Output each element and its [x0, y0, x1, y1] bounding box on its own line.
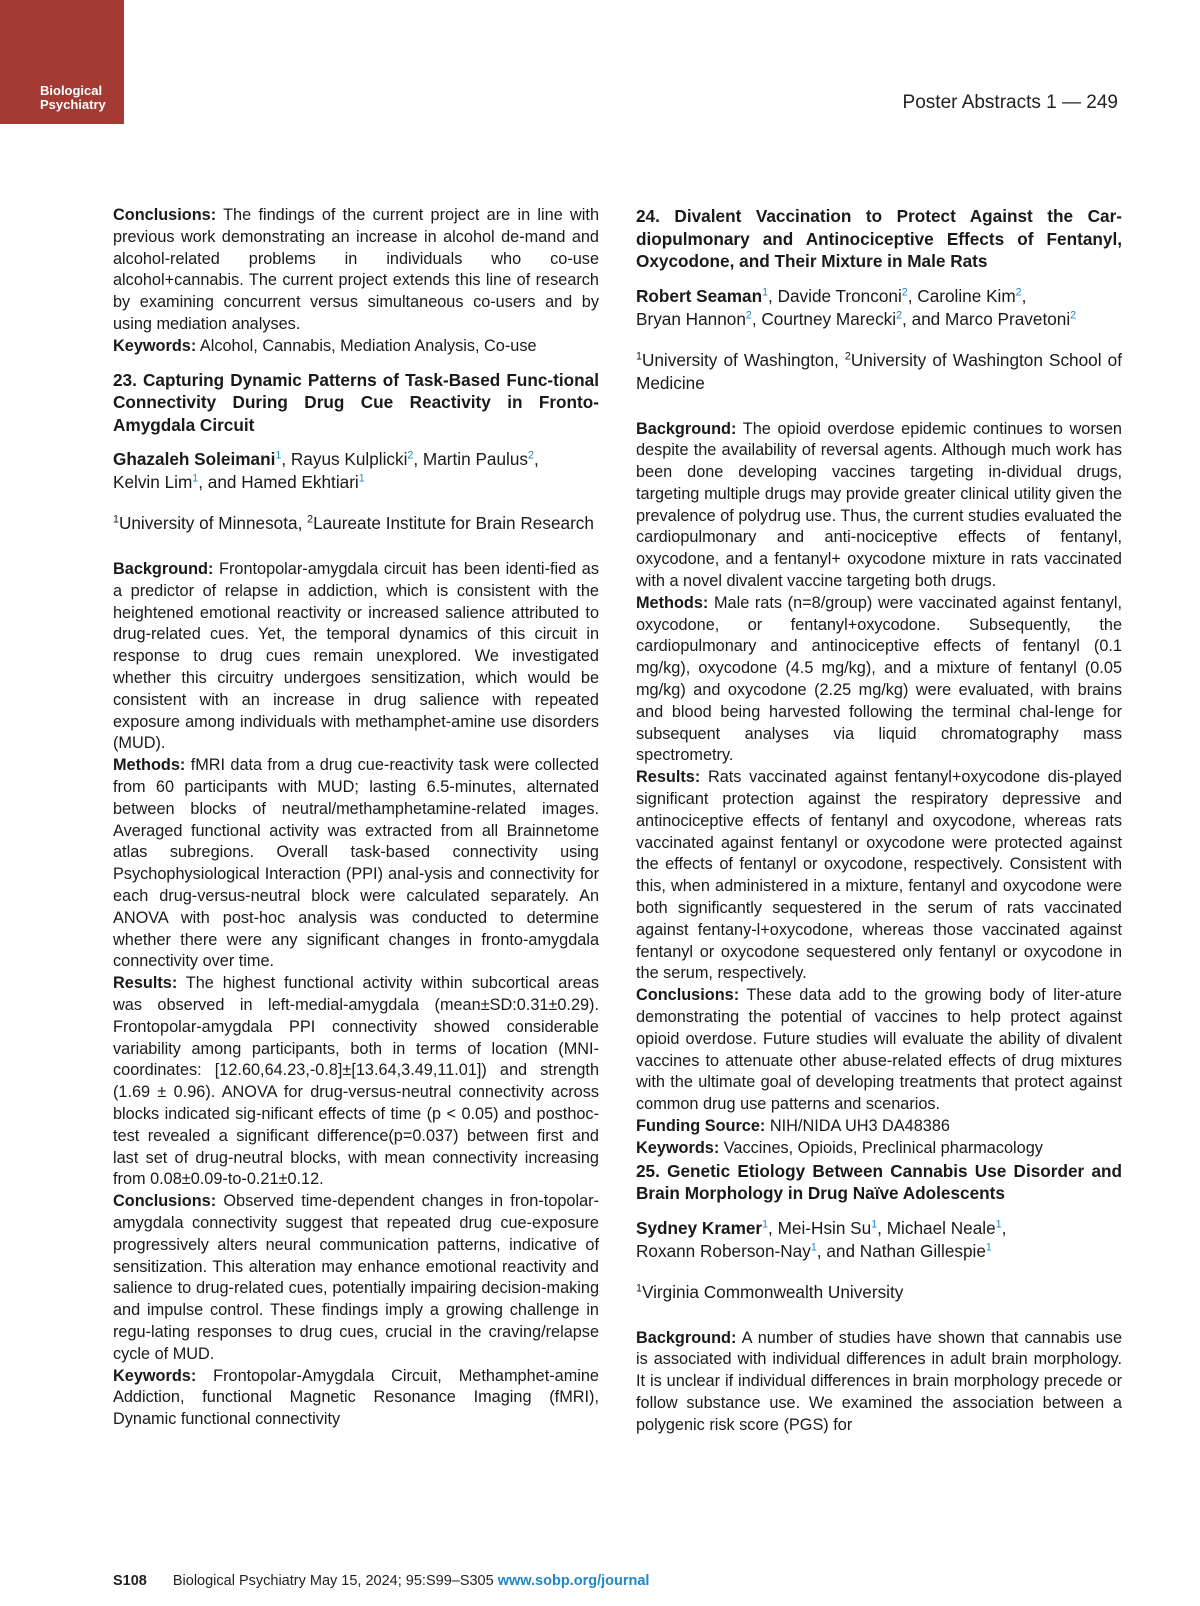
section-text: Rats vaccinated against fentanyl+oxycodone dis-played significant protection against the respiratory depressive and antinociceptive effects of fentanyl and oxycodone, whereas rats vaccinated against fentanyl or oxycodone were protected against the effects of fentanyl or oxycodone, respectively. Consistent with this, when administered in a mixture, fentanyl and oxycodone were both significantly sequestered in the serum of rats vaccinated against fentany-l+oxycodone, whereas those vaccinated against fentanyl or oxycodone sequestered only fentanyl or oxycodone in the serum, respectively. [636, 768, 1122, 983]
author-name: Kelvin Lim [113, 472, 193, 493]
author-affiliation-ref[interactable]: 2 [1070, 308, 1077, 321]
section-text: Alcohol, Cannabis, Mediation Analysis, Co-use [199, 336, 537, 355]
abstract-title: 25. Genetic Etiology Between Cannabis Use Disorder and Brain Morphology in Drug Naïve Adolescents [636, 1160, 1122, 1204]
abstract-title: 24. Divalent Vaccination to Protect Against the Car-diopulmonary and Antinociceptive Effects of Fentanyl, Oxycodone, and Their Mixture in Male Rats [636, 206, 1122, 271]
author-affiliation-ref[interactable]: 1 [358, 472, 365, 485]
author-list [636, 285, 1122, 331]
section-text: A number of studies have shown that cannabis use is associated with individual differences in adult brain morphology. It is unclear if individual differences in brain morphology precede or follow substance use. We examined the association between a polygenic risk score (PGS) for [636, 1328, 1122, 1434]
abstract-24 [636, 205, 1122, 1160]
section-text: Male rats (n=8/group) were vaccinated against fentanyl, oxycodone, or fentanyl+oxycodone. Subsequently, the cardiopulmonary and antinociceptive effects of fentanyl (0.1 mg/kg), oxycodone (4.5 mg/kg), and a mixture of fentanyl (0.05 mg/kg) and oxycodone (2.25 mg/kg) were evaluated, with brains and blood being harvested following the terminal chal-lenge for subsequent analyses via liquid chromatography mass spectrometry. [636, 593, 1123, 765]
page-footer [113, 1573, 649, 1589]
journal-logo [0, 0, 124, 124]
left-column [113, 205, 599, 1431]
methods-section [636, 593, 1122, 767]
affiliation-number: 1 [636, 349, 642, 362]
author-list [636, 1217, 1122, 1263]
author-name: Courtney Marecki [761, 308, 897, 329]
author-separator: , [907, 285, 918, 306]
author-separator: , and [198, 472, 242, 493]
prev-keywords [113, 336, 599, 358]
abstract-25 [636, 1160, 1122, 1437]
section-label: Background: [636, 419, 737, 438]
author-separator: , [1001, 1217, 1007, 1238]
author-separator: , [1021, 285, 1027, 306]
author-affiliation-ref[interactable]: 2 [1015, 285, 1022, 298]
keywords-section [636, 1138, 1122, 1160]
author-name: Sydney Kramer [636, 1217, 763, 1238]
author-name: Michael Neale [886, 1217, 996, 1238]
affiliation-name: University of Washington School of Medicine [636, 349, 1122, 393]
author-name: Nathan Gillespie [859, 1240, 986, 1261]
section-text: fMRI data from a drug cue-reactivity task were collected from 60 participants with MUD; lasting 6.5-minutes, alternated between blocks of neutral/methamphetamine-related images. Averaged functional activity was extracted from all Brainnetome atlas subregions. Overall task-based connectivity using Psychophysiological Interaction (PPI) anal-ysis and connectivity for each drug-versus-neutral block were calculated separately. An ANOVA with post-hoc analysis was conducted to determine whether there were any significant changes in fronto-amygdala connectivity over time. [113, 756, 599, 971]
section-text: These data add to the growing body of liter-ature demonstrating the potential of vaccines to help protect against opioid overdose. Future studies will evaluate the ability of divalent vaccines to attenuate other abuse-related effects of drug mixtures with the ultimate goal of developing treatments that protect against common drug use patterns and scenarios. [636, 986, 1122, 1114]
section-text: Vaccines, Opioids, Preclinical pharmacology [723, 1138, 1043, 1157]
section-label: Conclusions: [636, 986, 740, 1005]
section-label: Methods: [636, 593, 709, 612]
background-section [113, 559, 599, 755]
affiliation-name: University of Washington, [641, 349, 845, 370]
affiliation-number: 2 [307, 513, 314, 526]
author-separator: , [281, 449, 291, 470]
running-head: Poster Abstracts 1 — 249 [902, 92, 1118, 113]
affiliation-name: Virginia Commonwealth University [641, 1281, 904, 1302]
methods-section [113, 755, 599, 973]
section-text: Frontopolar-Amygdala Circuit, Methamphet-amine Addiction, functional Magnetic Resonance Imaging (fMRI), Dynamic functional connectivity [113, 1366, 599, 1429]
author-separator: , [413, 449, 423, 470]
section-label: Background: [636, 1328, 737, 1347]
author-separator: , and [902, 308, 946, 329]
right-column [636, 205, 1122, 1437]
author-affiliation-ref[interactable]: 1 [985, 1240, 992, 1253]
author-affiliation-ref[interactable]: 1 [275, 449, 282, 462]
citation: Biological Psychiatry May 15, 2024; 95:S99–S305 [172, 1573, 494, 1589]
author-name: Rayus Kulplicki [290, 449, 408, 470]
author-separator: , [533, 449, 539, 470]
section-text: NIH/NIDA UH3 DA48386 [769, 1117, 950, 1135]
section-label: Methods: [113, 756, 186, 775]
conclusions-section [113, 1191, 599, 1365]
author-separator: , [768, 1217, 778, 1238]
section-text: The findings of the current project are in line with previous work demonstrating an increase in alcohol de-mand and alcohol-related problems in individuals who co-use alcohol+cannabis. The current project extends this line of research by examining concurrent versus simultaneous co-users and by using mediation analyses. [113, 206, 599, 333]
section-text: The opioid overdose epidemic continues to worsen despite the availability of reversal agents. Although much work has been done developing vaccines targeting in-dividual drugs, targeting multiple drugs may provide greater clinical utility given the prevalence of polydrug use. Thus, the current studies evaluated the cardiopulmonary and anti-nociceptive effects of fentanyl, oxycodone, and a fentanyl+ oxycodone mixture in rats vaccinated with a novel divalent vaccine targeting both drugs. [636, 419, 1122, 591]
author-name: Ghazaleh Soleimani [113, 449, 276, 470]
logo-line-1: Biological [40, 83, 103, 98]
affiliation-list [636, 1281, 1122, 1304]
conclusions-section [636, 985, 1122, 1116]
affiliation-name: University of Minnesota, [118, 513, 308, 534]
section-text: Observed time-dependent changes in fron-topolar-amygdala connectivity suggest that repeated drug cue-exposure progressively alters neural communication patterns, indicative of sensitization. This alteration may enhance emotional reactivity and salience to drug-related cues, potentially impairing decision-making and impulse control. These findings imply a growing challenge in regu-lating responses to drug cues, crucial in the craving/relapse cycle of MUD. [113, 1192, 599, 1363]
affiliation-number: 2 [844, 349, 851, 362]
author-affiliation-ref[interactable]: 1 [192, 472, 199, 485]
prev-conclusions [113, 205, 599, 336]
affiliation-number: 1 [636, 1281, 642, 1294]
background-section [636, 1328, 1122, 1437]
results-section [113, 973, 599, 1191]
results-section [636, 767, 1122, 985]
author-separator: , [768, 285, 778, 306]
section-label: Background: [113, 560, 214, 579]
section-label: Keywords: [113, 336, 197, 355]
author-name: Marco Pravetoni [945, 308, 1071, 329]
section-label: Funding Source: [636, 1117, 766, 1135]
author-name: Roxann Roberson-Nay [636, 1240, 811, 1261]
journal-logo-text [40, 84, 106, 112]
author-name: Robert Seaman [636, 285, 763, 306]
logo-line-2: Psychiatry [40, 97, 106, 112]
author-affiliation-ref[interactable]: 1 [762, 285, 769, 298]
affiliation-list [636, 349, 1122, 395]
author-separator: , [751, 308, 762, 329]
background-section [636, 419, 1122, 593]
author-affiliation-ref[interactable]: 2 [896, 308, 903, 321]
author-separator: , and [816, 1240, 860, 1261]
affiliation-name: Laureate Institute for Brain Research [313, 513, 594, 534]
author-separator: , [877, 1217, 887, 1238]
journal-link[interactable]: www.sobp.org/journal [497, 1573, 650, 1589]
author-list [113, 448, 599, 494]
author-name: Martin Paulus [422, 449, 529, 470]
abstract-title: 23. Capturing Dynamic Patterns of Task-Based Func-tional Connectivity During Drug Cue Reactivity in Fronto-Amygdala Circuit [113, 369, 599, 435]
author-affiliation-ref[interactable]: 2 [407, 449, 414, 462]
author-affiliation-ref[interactable]: 2 [901, 285, 908, 298]
section-label: Results: [113, 974, 178, 993]
author-name: Caroline Kim [917, 285, 1016, 306]
section-label: Keywords: [636, 1138, 720, 1157]
author-affiliation-ref[interactable]: 2 [528, 449, 534, 462]
author-affiliation-ref[interactable]: 2 [745, 308, 752, 321]
section-label: Conclusions: [113, 206, 217, 224]
author-name: Davide Tronconi [777, 285, 902, 306]
section-text: The highest functional activity within subcortical areas was observed in left-medial-amygdala (mean±SD:0.31±0.29). Frontopolar-amygdala PPI connectivity showed considerable variability among participants, both in terms of location (MNI-coordinates: [12.60,64.23,-0.8]±[13.64,3.49,11.01]) and strength (1.69 ± 0.96). ANOVA for drug-versus-neutral connectivity across blocks indicated sig-nificant effects of time (p < 0.05) and posthoc-test revealed a significant difference(p=0.037) between first and last set of drug-neutral blocks, with mean connectivity increasing from 0.08±0.09-to-0.21±0.12. [113, 974, 599, 1189]
page-number: S108 [113, 1573, 147, 1589]
author-name: Bryan Hannon [636, 308, 746, 329]
section-label: Conclusions: [113, 1192, 217, 1211]
section-label: Results: [636, 768, 701, 787]
funding-section [636, 1116, 1122, 1138]
section-text: Frontopolar-amygdala circuit has been identi-fied as a predictor of relapse in addiction, which is consistent with the heightened emotional reactivity or increased salience attributed to drug-related cues. Yet, the temporal dynamics of this circuit in response to drug cues remain unexplored. We investigated whether this circuitry undergoes sensitization, which would be consistent with an increase in drug salience with repeated exposure among individuals with methamphet-amine use disorders (MUD). [113, 560, 599, 753]
author-affiliation-ref[interactable]: 1 [871, 1217, 878, 1230]
author-affiliation-ref[interactable]: 1 [810, 1240, 817, 1253]
affiliation-list [113, 512, 599, 535]
keywords-section [113, 1366, 599, 1431]
affiliation-number: 1 [113, 513, 119, 526]
author-name: Mei-Hsin Su [777, 1217, 872, 1238]
section-label: Keywords: [113, 1366, 197, 1385]
author-affiliation-ref[interactable]: 1 [995, 1217, 1002, 1230]
author-name: Hamed Ekhtiari [241, 472, 359, 493]
author-affiliation-ref[interactable]: 1 [762, 1217, 769, 1230]
abstract-23 [113, 369, 599, 1431]
